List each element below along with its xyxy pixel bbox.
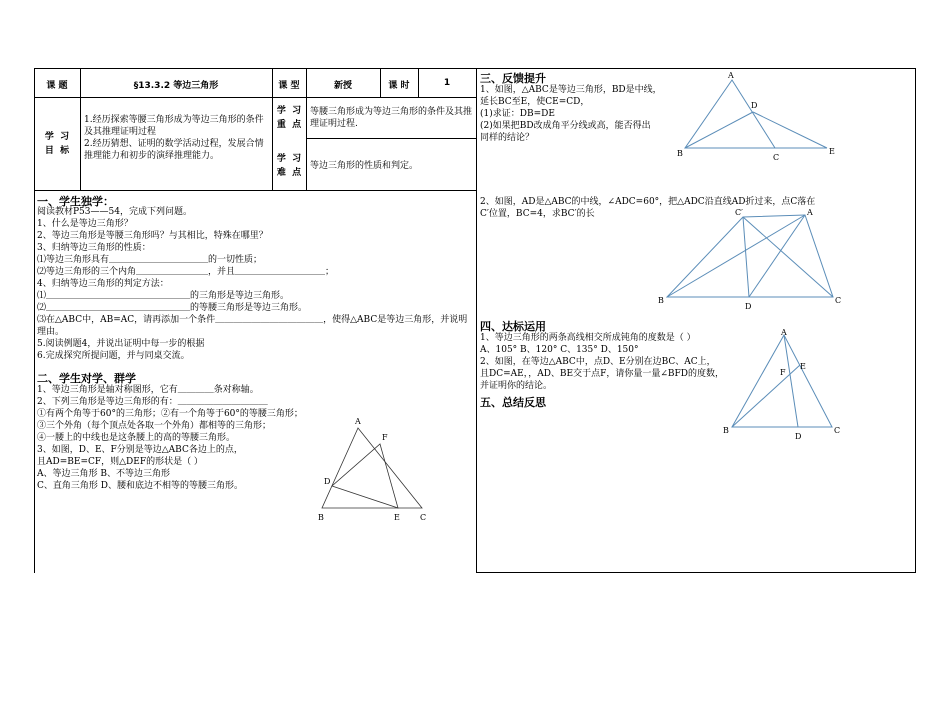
section4-title: 四、达标运用 <box>480 320 546 333</box>
s2-line: A、等边三角形 B、不等边三角形 <box>37 469 170 479</box>
fig-label: A <box>807 208 813 217</box>
fig-label: B <box>318 513 324 522</box>
fig-label: C′ <box>735 208 743 217</box>
s4-line: 1、等边三角形的两条高线相交所成钝角的度数是（ ） <box>480 333 696 343</box>
s4-line-be <box>732 365 800 427</box>
section4-lines <box>480 332 740 392</box>
s2-line: C、直角三角形 D、腰和底边不相等的等腰三角形。 <box>37 481 243 491</box>
section2-lines <box>37 384 337 492</box>
section3-title: 三、反馈提升 <box>480 72 546 85</box>
fig-label: F <box>780 368 786 377</box>
fig-label: D <box>751 101 758 110</box>
fig-label: A <box>728 71 734 80</box>
type-value: 新授 <box>333 81 352 91</box>
s1-line: 2、等边三角形是等腰三角形吗？与其相比，特殊在哪里？ <box>37 231 268 241</box>
s2-line: 且AD=BE=CF，则△DEF的形状是（ ） <box>37 457 203 467</box>
type-label: 课 型 <box>278 81 300 91</box>
q2-line-ab <box>667 215 805 297</box>
topic-label: 课 题 <box>46 81 68 91</box>
section1-title: 一、学生独学： <box>37 195 114 208</box>
fig-label: B <box>723 426 729 435</box>
s3-q1-line: 1、如图，△ABC是等边三角形，BD是中线， <box>480 85 662 95</box>
inner-triangle <box>332 444 398 508</box>
s1-line: ⑶在△ABC中，AB=AC，请再添加一个条件＿＿＿＿＿＿＿＿＿＿＿＿，使得△ABC是等边三角形，并说明理由。 <box>37 315 468 337</box>
fig-label: A <box>355 417 361 426</box>
s3-q2-line: 2、如图，AD是△ABC的中线，∠ADC=60°，把△ADC沿直线AD折过来，点C落在 <box>480 197 816 207</box>
s2-line: ①有两个角等于60°的三角形；②有一个角等于60°的等腰三角形； <box>37 409 303 419</box>
s1-line: ⑴＿＿＿＿＿＿＿＿＿＿＿＿＿＿＿＿的三角形是等边三角形。 <box>37 291 290 301</box>
key-points-text: 等腰三角形成为等边三角形的条件及其推理证明过程. <box>310 107 473 129</box>
s4-line: 且DC=AE，，AD、BE交于点F，请你量一量∠BFD的度数， <box>480 369 724 379</box>
figure-section4-triangle <box>718 325 848 443</box>
figure-q1-triangle <box>675 70 845 165</box>
hours-value: 1 <box>443 78 451 88</box>
s4-line: 并证明你的结论。 <box>480 381 553 391</box>
s1-line: 4、归纳等边三角形的判定方法： <box>37 279 169 289</box>
right-panel-right-border <box>915 68 916 573</box>
table-top-border <box>34 68 476 69</box>
s1-line: 6.完成探究所提问题，并与同桌交流。 <box>37 351 190 361</box>
s2-line: 2、下列三角形是等边三角形的有：＿＿＿＿＿＿＿＿＿＿ <box>37 397 268 407</box>
s4-line: 2、如图，在等边△ABC中，点D、E分别在边BC、AC上， <box>480 357 716 367</box>
figure-triangle-def <box>310 410 440 525</box>
goals-text: 1.经历探索等腰三角形成为等边三角形的条件及其推理证明过程 2.经历猜想、证明的数学活动过程，发展合情推理能力和初步的演绎推理能力。 <box>84 115 264 161</box>
fig-label: C <box>773 153 780 162</box>
q2-quad <box>667 215 833 297</box>
s4-line: A、105° B、120° C、135° D、150° <box>480 345 639 355</box>
fig-label: C <box>835 296 842 305</box>
s1-line: 3、归纳等边三角形的性质： <box>37 243 151 253</box>
q2-line-c1d <box>743 217 749 297</box>
q1-triangle-abc <box>685 80 775 148</box>
key-points-label: 学 习 重 点 <box>276 106 302 130</box>
s1-line: ⑵＿＿＿＿＿＿＿＿＿＿＿＿＿＿＿＿的等腰三角形是等边三角形。 <box>37 303 308 313</box>
right-panel-bottom-border <box>476 572 916 573</box>
goals-label: 学 习 目 标 <box>44 132 70 156</box>
table-mid-border <box>306 138 476 139</box>
s2-line: 1、等边三角形是轴对称图形，它有＿＿＿＿条对称轴。 <box>37 385 259 395</box>
fig-label: E <box>394 513 400 522</box>
s1-line: ⑴等边三角形具有＿＿＿＿＿＿＿＿＿＿＿的一切性质； <box>37 255 263 265</box>
s3-q1-line: 同样的结论？ <box>480 133 535 143</box>
fig-label: D <box>745 302 752 311</box>
figure-q2-fold <box>655 205 845 315</box>
s3-q1-line: 延长BC至E，使CE=CD， <box>480 97 590 107</box>
difficulty-text: 等边三角形的性质和判定。 <box>310 161 419 171</box>
s3-q2-line: C′位置，BC=4，求BC′的长 <box>480 209 595 219</box>
outer-triangle <box>322 428 422 508</box>
section2-title: 二、学生对学、群学 <box>37 372 136 385</box>
table-goals-bottom-border <box>34 190 476 191</box>
fig-label: B <box>658 296 664 305</box>
fig-label: C <box>420 513 427 522</box>
right-panel-left-border <box>476 68 477 573</box>
s3-q1-line: (2)如果把BD改成角平分线或高，能否得出 <box>480 121 651 131</box>
q1-line-bd <box>685 112 753 148</box>
section5-title: 五、总结反思 <box>480 396 546 409</box>
s1-line: 阅读教材P53——54，完成下列问题。 <box>37 207 192 217</box>
fig-label: D <box>324 477 331 486</box>
fig-label: D <box>795 432 802 441</box>
s3-q1-line: (1)求证：DB=DE <box>480 109 555 119</box>
q2-line-ad <box>749 215 805 297</box>
s1-line: 5.阅读例题4，并说出证明中每一步的根据 <box>37 339 205 349</box>
section3-q1 <box>480 84 700 144</box>
fig-label: E <box>800 362 806 371</box>
s2-line: 3、如图，D、E、F分别是等边△ABC各边上的点， <box>37 445 243 455</box>
fig-label: B <box>677 149 683 158</box>
right-panel-top-border <box>476 68 916 69</box>
s1-line: ⑵等边三角形的三个内角＿＿＿＿＿＿＿＿，并且＿＿＿＿＿＿＿＿＿＿； <box>37 267 335 277</box>
s2-line: ③三个外角（每个顶点处各取一个外角）都相等的三角形； <box>37 421 272 431</box>
difficulty-label: 学 习 难 点 <box>276 154 302 178</box>
s2-line: ④一腰上的中线也是这条腰上的高的等腰三角形。 <box>37 433 236 443</box>
table-row1-border <box>34 97 476 98</box>
fig-label: C <box>834 426 841 435</box>
topic-value: §13.3.2 等边三角形 <box>133 81 219 91</box>
fig-label: F <box>382 433 388 442</box>
hours-label: 课 时 <box>388 81 410 91</box>
section1-lines <box>37 206 473 362</box>
fig-label: A <box>781 328 787 337</box>
s1-line: 1、什么是等边三角形？ <box>37 219 133 229</box>
fig-label: E <box>829 147 835 156</box>
